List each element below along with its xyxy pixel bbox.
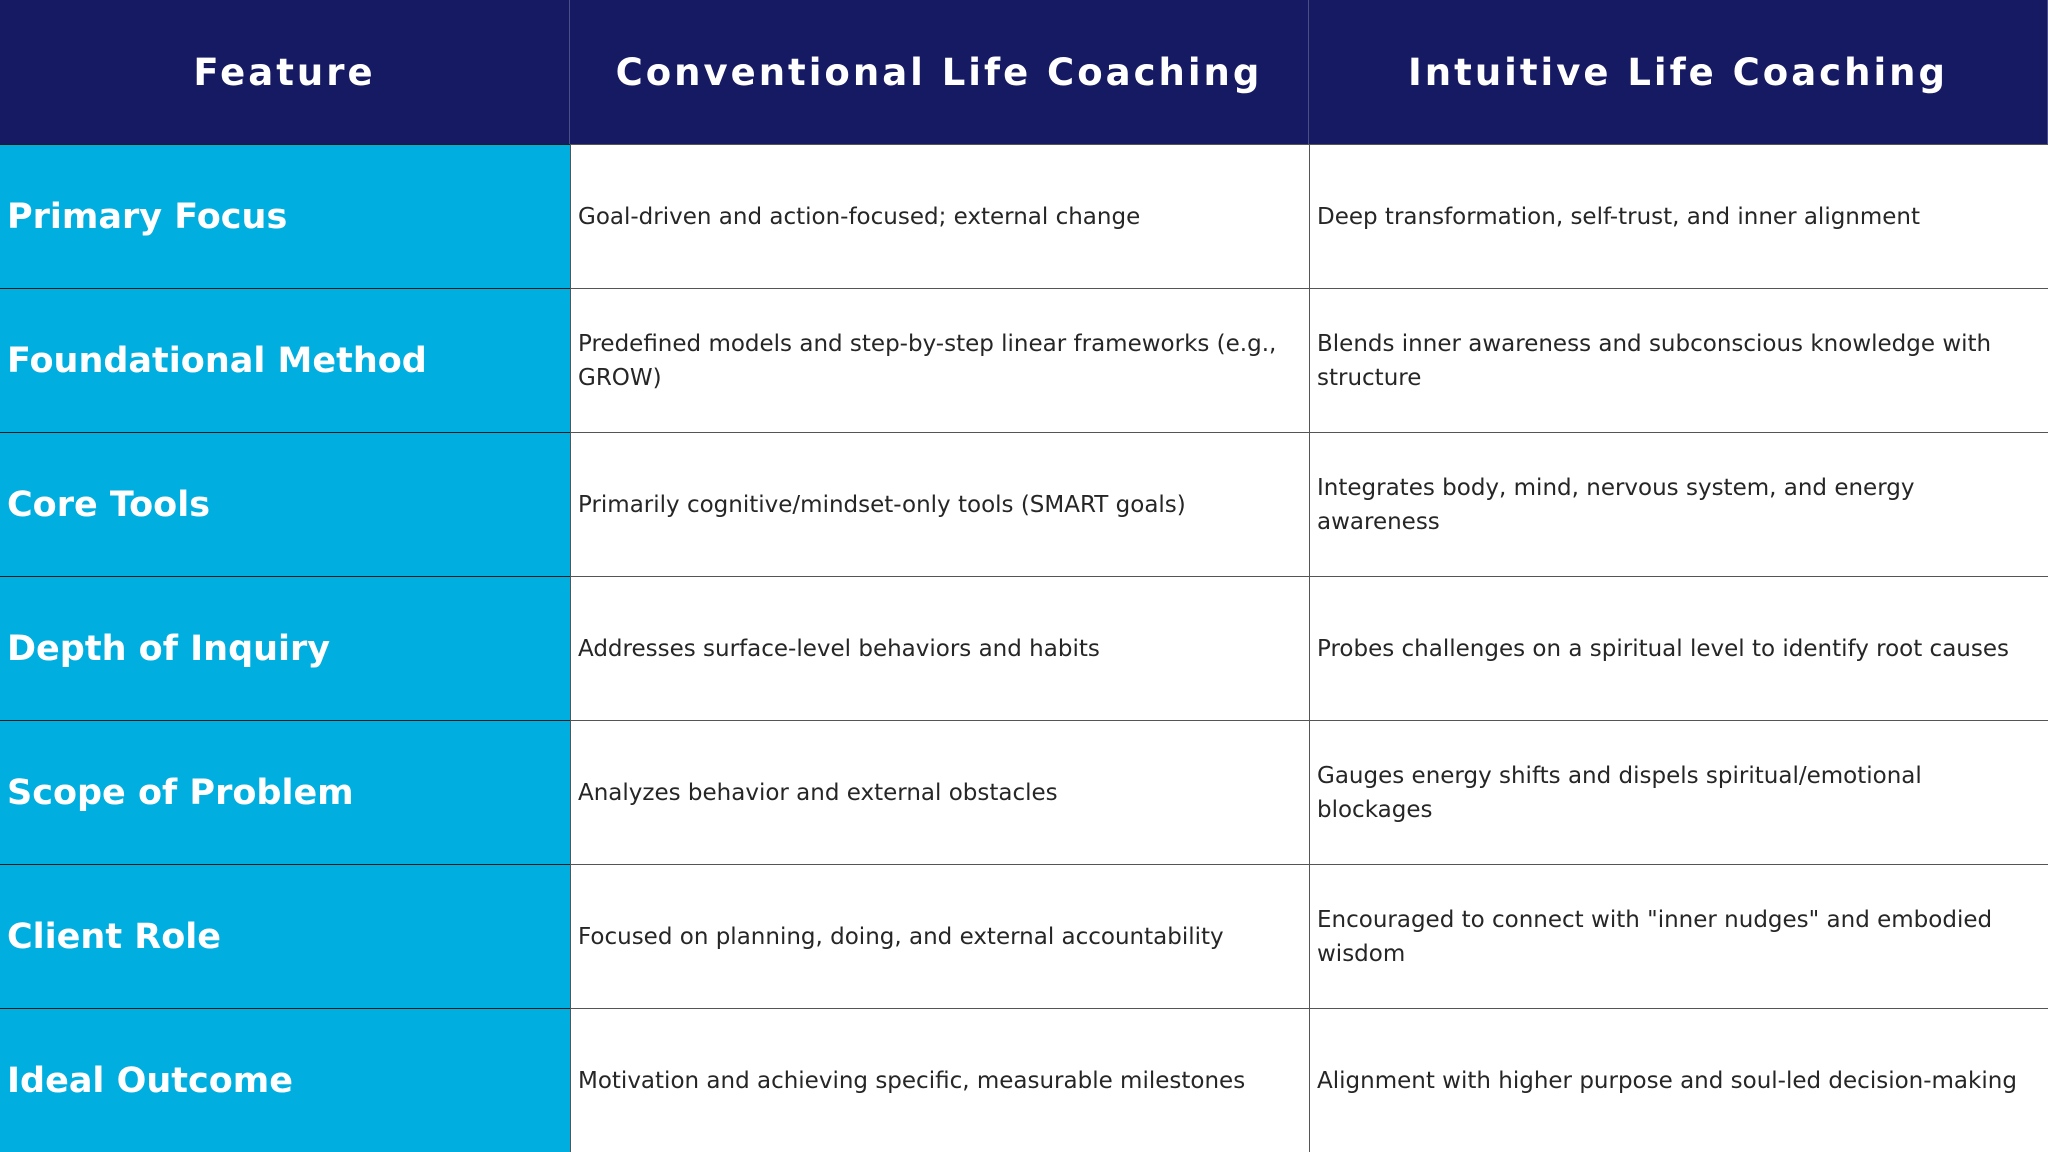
header-conventional: Conventional Life Coaching	[570, 0, 1309, 144]
row-intuitive-ideal-outcome: Alignment with higher purpose and soul-led decision-making	[1309, 1008, 2048, 1152]
row-intuitive-scope-of-problem: Gauges energy shifts and dispels spiritual/emotional blockages	[1309, 720, 2048, 864]
row-intuitive-primary-focus: Deep transformation, self-trust, and inner alignment	[1309, 144, 2048, 288]
row-feature-depth-of-inquiry: Depth of Inquiry	[0, 576, 570, 720]
row-intuitive-depth-of-inquiry: Probes challenges on a spiritual level to identify root causes	[1309, 576, 2048, 720]
row-feature-client-role: Client Role	[0, 864, 570, 1008]
row-intuitive-client-role: Encouraged to connect with "inner nudges" and embodied wisdom	[1309, 864, 2048, 1008]
row-intuitive-foundational-method: Blends inner awareness and subconscious knowledge with structure	[1309, 288, 2048, 432]
row-feature-core-tools: Core Tools	[0, 432, 570, 576]
row-feature-foundational-method: Foundational Method	[0, 288, 570, 432]
row-intuitive-core-tools: Integrates body, mind, nervous system, and energy awareness	[1309, 432, 2048, 576]
row-conventional-client-role: Focused on planning, doing, and external accountability	[570, 864, 1309, 1008]
row-conventional-scope-of-problem: Analyzes behavior and external obstacles	[570, 720, 1309, 864]
header-intuitive: Intuitive Life Coaching	[1309, 0, 2048, 144]
row-feature-ideal-outcome: Ideal Outcome	[0, 1008, 570, 1152]
row-feature-scope-of-problem: Scope of Problem	[0, 720, 570, 864]
header-feature: Feature	[0, 0, 570, 144]
row-conventional-foundational-method: Predefined models and step-by-step linear frameworks (e.g., GROW)	[570, 288, 1309, 432]
row-conventional-ideal-outcome: Motivation and achieving specific, measurable milestones	[570, 1008, 1309, 1152]
row-conventional-depth-of-inquiry: Addresses surface-level behaviors and habits	[570, 576, 1309, 720]
row-conventional-core-tools: Primarily cognitive/mindset-only tools (SMART goals)	[570, 432, 1309, 576]
row-conventional-primary-focus: Goal-driven and action-focused; external change	[570, 144, 1309, 288]
row-feature-primary-focus: Primary Focus	[0, 144, 570, 288]
